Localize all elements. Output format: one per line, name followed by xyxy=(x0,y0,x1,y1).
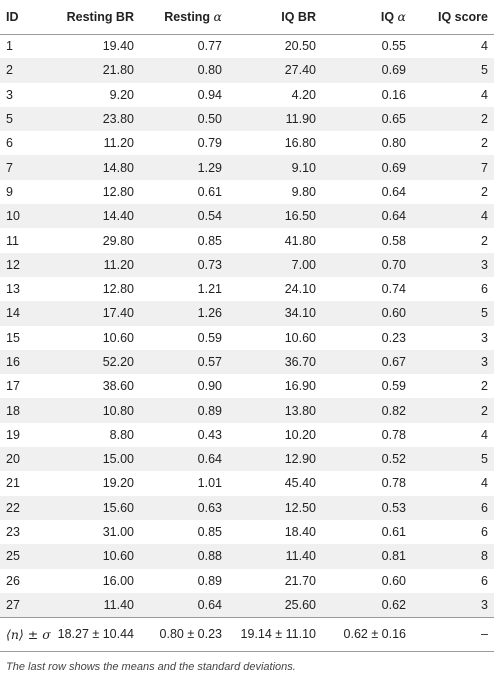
cell-id: 19 xyxy=(6,427,20,442)
cell-id: 6 xyxy=(6,136,13,151)
cell-resting-br: 14.40 xyxy=(52,204,148,228)
cell-iq-score: 4 xyxy=(420,204,494,228)
cell-iq-score: 3 xyxy=(420,350,494,374)
cell-iq-br: 18.40 xyxy=(284,525,316,540)
cell-iq-br: 11.90 xyxy=(234,107,328,131)
cell-iq-alpha: 0.69 xyxy=(328,58,420,82)
table-row xyxy=(0,58,494,82)
cell-resting-alpha: 1.01 xyxy=(197,476,222,491)
cell-iq-br: 27.40 xyxy=(234,58,328,82)
cell-resting-alpha: 1.21 xyxy=(197,282,222,297)
cell-resting-alpha: 0.79 xyxy=(197,136,222,151)
cell-iq-score: 6 xyxy=(420,496,494,520)
cell-resting-br: 17.40 xyxy=(52,301,148,325)
cell-iq-br: 9.10 xyxy=(234,155,328,179)
summary-resting-alpha: 0.80 ± 0.23 xyxy=(148,617,234,651)
cell-id: 25 xyxy=(0,544,52,568)
cell-resting-br: 16.00 xyxy=(102,573,134,588)
cell-iq-br: 12.90 xyxy=(234,447,328,471)
table-row xyxy=(0,350,494,374)
cell-iq-score: 2 xyxy=(420,107,494,131)
cell-id: 12 xyxy=(0,253,52,277)
header-iq-score: IQ score xyxy=(420,0,494,34)
cell-iq-br: 9.80 xyxy=(291,184,316,199)
cell-id: 7 xyxy=(0,155,52,179)
table-row xyxy=(0,180,494,204)
cell-resting-br: 9.20 xyxy=(109,87,134,102)
cell-iq-alpha: 0.55 xyxy=(381,39,406,54)
header-iq-alpha-prefix: IQ xyxy=(380,10,398,25)
cell-iq-alpha: 0.67 xyxy=(328,350,420,374)
cell-resting-br: 21.80 xyxy=(52,58,148,82)
cell-iq-alpha: 0.74 xyxy=(381,282,406,297)
cell-resting-br: 10.80 xyxy=(52,398,148,422)
table-row xyxy=(0,447,494,471)
cell-iq-br: 25.60 xyxy=(234,593,328,617)
table-row xyxy=(0,496,494,520)
cell-iq-alpha: 0.69 xyxy=(328,155,420,179)
cell-iq-score: 4 xyxy=(481,427,488,442)
table-row xyxy=(0,277,494,301)
header-row xyxy=(0,0,494,34)
cell-id: 5 xyxy=(0,107,52,131)
cell-resting-br: 12.80 xyxy=(102,282,134,297)
table-row xyxy=(0,374,494,398)
cell-resting-br: 23.80 xyxy=(52,107,148,131)
cell-iq-br: 41.80 xyxy=(284,233,316,248)
summary-row xyxy=(0,617,494,651)
cell-resting-br: 29.80 xyxy=(102,233,134,248)
cell-iq-alpha: 0.59 xyxy=(381,379,406,394)
cell-iq-alpha: 0.61 xyxy=(381,525,406,540)
table-row xyxy=(0,34,494,58)
summary-iq-score: – xyxy=(420,617,494,651)
cell-iq-score: 2 xyxy=(481,184,488,199)
cell-resting-br: 11.20 xyxy=(103,136,134,151)
table-row xyxy=(0,204,494,228)
header-iq-alpha xyxy=(328,0,420,34)
cell-id: 14 xyxy=(0,301,52,325)
table-row xyxy=(0,544,494,568)
cell-iq-score: 2 xyxy=(481,136,488,151)
table-row xyxy=(0,569,494,593)
header-resting-alpha-prefix: Resting xyxy=(164,10,214,25)
cell-resting-alpha: 0.64 xyxy=(148,447,234,471)
table-row xyxy=(0,471,494,495)
cell-id: 18 xyxy=(0,398,52,422)
cell-iq-br: 7.00 xyxy=(234,253,328,277)
cell-iq-alpha: 0.53 xyxy=(328,496,420,520)
cell-iq-score: 3 xyxy=(420,253,494,277)
cell-resting-alpha: 0.80 xyxy=(148,58,234,82)
alpha-symbol: α xyxy=(397,9,406,25)
cell-id: 11 xyxy=(6,233,19,248)
cell-iq-br: 16.50 xyxy=(234,204,328,228)
cell-resting-alpha: 0.57 xyxy=(148,350,234,374)
cell-iq-alpha: 0.60 xyxy=(381,573,406,588)
cell-iq-alpha: 0.78 xyxy=(381,427,406,442)
header-resting-br: Resting BR xyxy=(52,0,148,34)
table-row xyxy=(0,301,494,325)
cell-iq-score: 8 xyxy=(420,544,494,568)
cell-iq-score: 6 xyxy=(481,525,488,540)
cell-iq-alpha: 0.23 xyxy=(381,330,406,345)
cell-id: 20 xyxy=(0,447,52,471)
cell-iq-score: 6 xyxy=(481,573,488,588)
cell-resting-alpha: 0.63 xyxy=(148,496,234,520)
summary-iq-br: 19.14 ± 11.10 xyxy=(234,617,328,651)
cell-resting-br: 38.60 xyxy=(102,379,134,394)
cell-resting-alpha: 0.89 xyxy=(148,398,234,422)
cell-resting-alpha: 1.26 xyxy=(148,301,234,325)
table-row xyxy=(0,520,494,544)
summary-resting-br: 18.27 ± 10.44 xyxy=(52,617,148,651)
cell-resting-alpha: 0.85 xyxy=(197,525,222,540)
cell-iq-alpha: 0.82 xyxy=(328,398,420,422)
cell-iq-alpha: 0.60 xyxy=(328,301,420,325)
cell-iq-br: 34.10 xyxy=(234,301,328,325)
cell-id: 22 xyxy=(0,496,52,520)
summary-iq-alpha: 0.62 ± 0.16 xyxy=(328,617,420,651)
cell-iq-score: 5 xyxy=(420,58,494,82)
cell-resting-alpha: 0.73 xyxy=(148,253,234,277)
cell-resting-br: 31.00 xyxy=(102,525,134,540)
cell-iq-score: 2 xyxy=(420,398,494,422)
cell-resting-alpha: 0.59 xyxy=(197,330,222,345)
cell-iq-br: 16.90 xyxy=(284,379,316,394)
cell-iq-alpha: 0.70 xyxy=(328,253,420,277)
table-row xyxy=(0,131,494,155)
cell-id: 15 xyxy=(6,330,20,345)
cell-iq-score: 3 xyxy=(481,330,488,345)
cell-iq-br: 21.70 xyxy=(284,573,316,588)
table-footnote: The last row shows the means and the standard deviations. xyxy=(6,660,296,673)
cell-resting-alpha: 0.50 xyxy=(148,107,234,131)
table-row xyxy=(0,398,494,422)
table-row xyxy=(0,228,494,252)
cell-iq-alpha: 0.64 xyxy=(381,184,406,199)
cell-resting-alpha: 0.90 xyxy=(197,379,222,394)
cell-id: 23 xyxy=(6,525,20,540)
cell-iq-alpha: 0.52 xyxy=(328,447,420,471)
cell-iq-br: 10.60 xyxy=(284,330,316,345)
cell-iq-br: 4.20 xyxy=(291,87,316,102)
header-id: ID xyxy=(0,0,52,34)
cell-iq-alpha: 0.65 xyxy=(328,107,420,131)
cell-iq-br: 24.10 xyxy=(284,282,316,297)
cell-resting-alpha: 0.88 xyxy=(148,544,234,568)
cell-iq-br: 45.40 xyxy=(284,476,316,491)
table-row xyxy=(0,326,494,350)
cell-resting-br: 52.20 xyxy=(52,350,148,374)
cell-id: 16 xyxy=(0,350,52,374)
cell-resting-alpha: 0.89 xyxy=(197,573,222,588)
cell-id: 3 xyxy=(6,87,13,102)
cell-resting-br: 10.60 xyxy=(102,330,134,345)
summary-label-text: ⟨n⟩ ± σ xyxy=(6,626,51,642)
cell-iq-alpha: 0.62 xyxy=(328,593,420,617)
cell-iq-alpha: 0.80 xyxy=(381,136,406,151)
cell-iq-alpha: 0.16 xyxy=(381,87,406,102)
cell-id: 2 xyxy=(0,58,52,82)
table-row xyxy=(0,83,494,107)
cell-resting-br: 15.00 xyxy=(52,447,148,471)
cell-id: 21 xyxy=(6,476,20,491)
cell-iq-score: 7 xyxy=(420,155,494,179)
cell-iq-br: 13.80 xyxy=(234,398,328,422)
cell-iq-br: 10.20 xyxy=(284,427,316,442)
table-body xyxy=(0,34,494,651)
cell-iq-br: 20.50 xyxy=(284,39,316,54)
table-row xyxy=(0,423,494,447)
header-resting-alpha xyxy=(148,0,234,34)
cell-iq-score: 5 xyxy=(420,301,494,325)
summary-label xyxy=(0,617,52,651)
cell-id: 1 xyxy=(6,39,13,54)
cell-resting-alpha: 0.54 xyxy=(148,204,234,228)
cell-iq-alpha: 0.78 xyxy=(381,476,406,491)
cell-iq-score: 2 xyxy=(481,233,488,248)
table-row xyxy=(0,155,494,179)
cell-resting-br: 11.40 xyxy=(52,593,148,617)
cell-id: 13 xyxy=(6,282,20,297)
table-row xyxy=(0,253,494,277)
cell-iq-alpha: 0.58 xyxy=(381,233,406,248)
cell-resting-alpha: 0.64 xyxy=(148,593,234,617)
cell-resting-alpha: 0.85 xyxy=(197,233,222,248)
alpha-symbol: α xyxy=(213,9,222,25)
cell-iq-score: 2 xyxy=(481,379,488,394)
cell-id: 27 xyxy=(0,593,52,617)
cell-resting-br: 19.40 xyxy=(102,39,134,54)
cell-iq-score: 4 xyxy=(481,39,488,54)
cell-id: 10 xyxy=(0,204,52,228)
cell-iq-score: 5 xyxy=(420,447,494,471)
cell-id: 17 xyxy=(6,379,20,394)
cell-resting-br: 12.80 xyxy=(102,184,134,199)
cell-iq-br: 16.80 xyxy=(284,136,316,151)
cell-iq-br: 36.70 xyxy=(234,350,328,374)
cell-resting-br: 14.80 xyxy=(52,155,148,179)
cell-iq-score: 6 xyxy=(481,282,488,297)
cell-resting-br: 10.60 xyxy=(52,544,148,568)
table-row xyxy=(0,593,494,617)
cell-resting-alpha: 0.77 xyxy=(197,39,222,54)
cell-resting-br: 8.80 xyxy=(109,427,134,442)
cell-resting-alpha: 0.43 xyxy=(197,427,222,442)
cell-iq-br: 11.40 xyxy=(234,544,328,568)
cell-iq-br: 12.50 xyxy=(234,496,328,520)
cell-resting-br: 15.60 xyxy=(52,496,148,520)
cell-id: 9 xyxy=(6,184,13,199)
header-iq-br: IQ BR xyxy=(234,0,328,34)
cell-resting-alpha: 0.61 xyxy=(197,184,222,199)
cell-iq-score: 4 xyxy=(481,87,488,102)
cell-resting-alpha: 0.94 xyxy=(197,87,222,102)
cell-resting-alpha: 1.29 xyxy=(148,155,234,179)
cell-iq-alpha: 0.64 xyxy=(328,204,420,228)
cell-id: 26 xyxy=(6,573,20,588)
table-row xyxy=(0,107,494,131)
cell-iq-alpha: 0.81 xyxy=(328,544,420,568)
cell-iq-score: 3 xyxy=(420,593,494,617)
cell-iq-score: 4 xyxy=(481,476,488,491)
cell-resting-br: 19.20 xyxy=(102,476,134,491)
cell-resting-br: 11.20 xyxy=(52,253,148,277)
